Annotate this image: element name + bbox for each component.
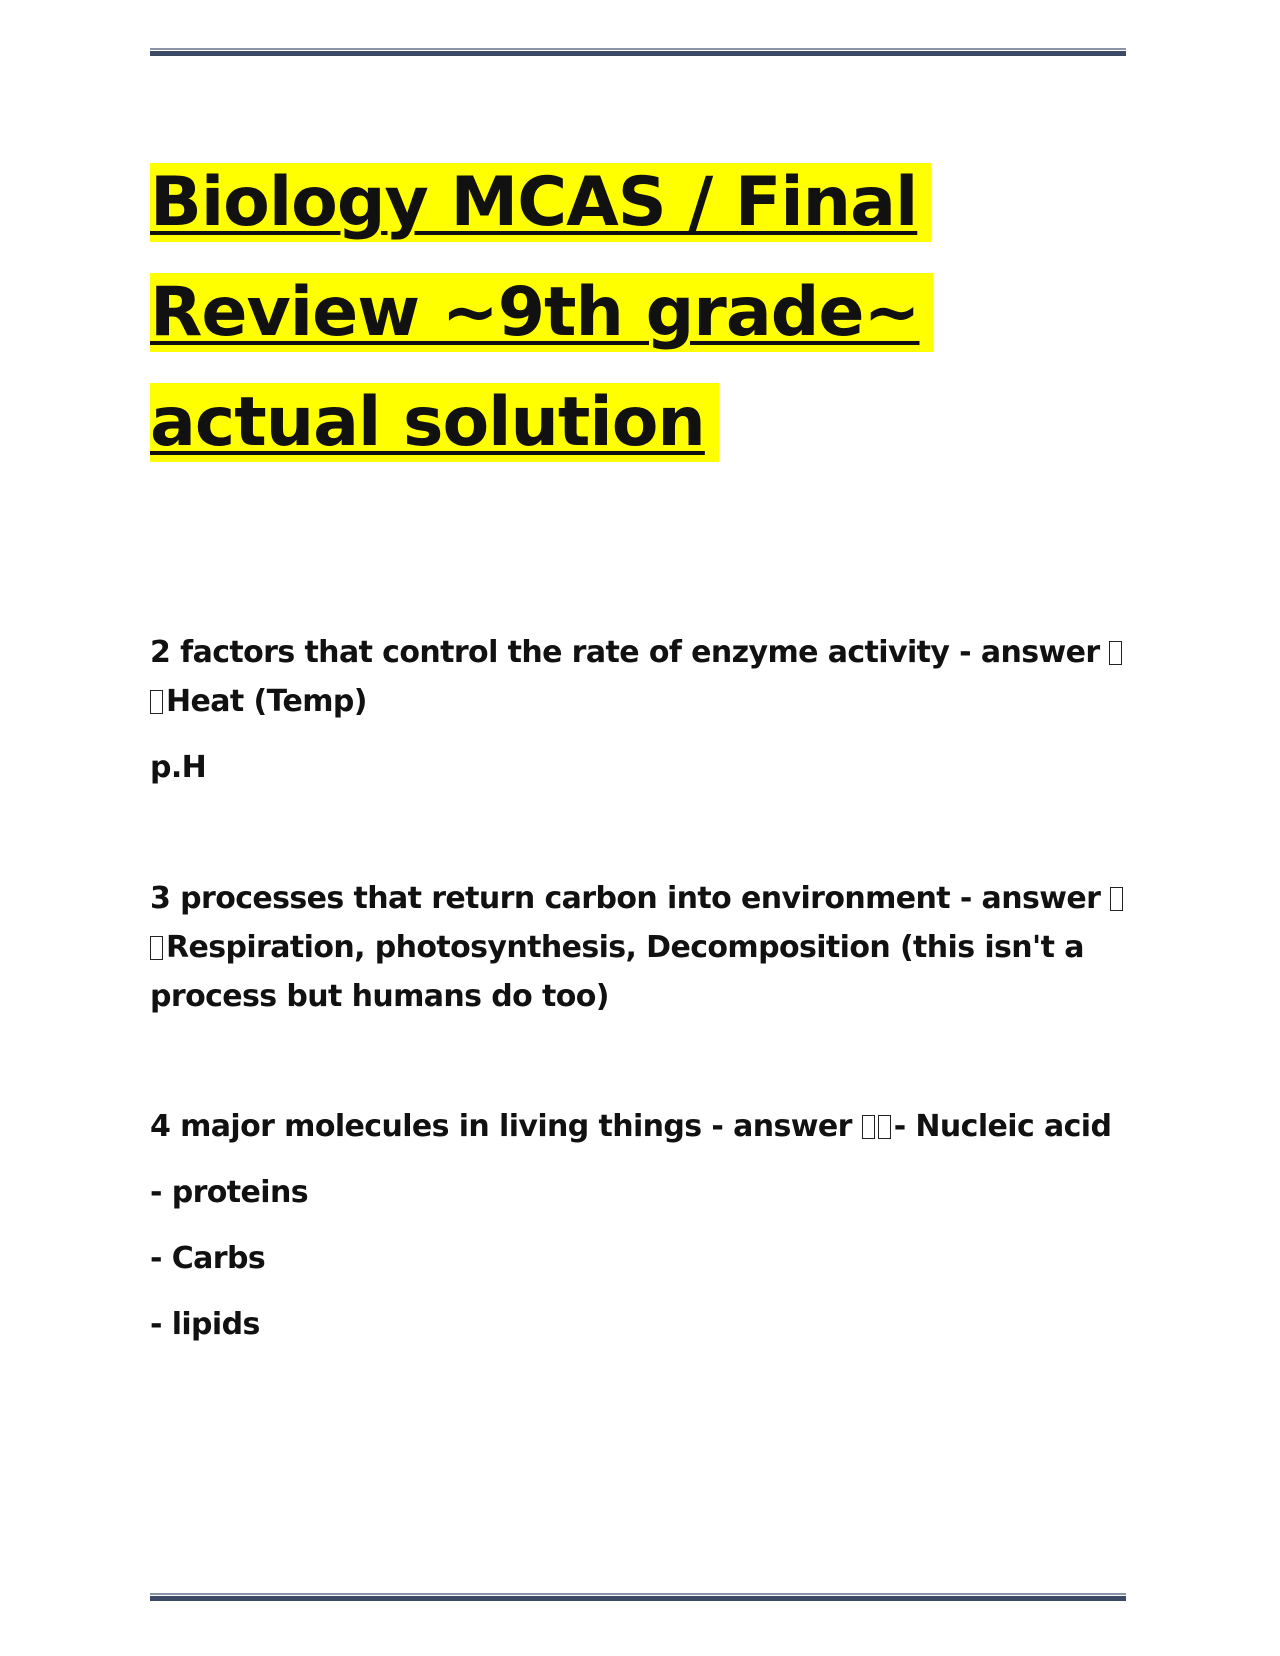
question-block [150, 1102, 1140, 1349]
answer-line: - lipids [150, 1307, 260, 1342]
question-answer-text [150, 628, 1140, 726]
question-text: 4 major molecules in living things - answer [150, 1109, 852, 1144]
answer-line: - Carbs [150, 1241, 266, 1276]
answer-text: Heat (Temp) [166, 684, 367, 719]
missing-glyph-icon [1110, 887, 1123, 911]
bottom-rule [150, 1593, 1126, 1601]
missing-glyph-icon [150, 936, 163, 960]
answer-text: - Nucleic acid [893, 1109, 1112, 1144]
question-answer-text [150, 874, 1140, 1021]
question-text: 2 factors that control the rate of enzyme activity - answer [150, 635, 1100, 670]
question-block [150, 874, 1140, 1021]
question-text: 3 processes that return carbon into environment - answer [150, 881, 1101, 916]
title-line-1: Biology MCAS / Final [150, 163, 931, 242]
missing-glyph-icon [150, 690, 163, 714]
title-line-2: Review ~9th grade~ [150, 273, 933, 352]
document-title [150, 148, 1140, 478]
answer-text: Respiration, photosynthesis, Decomposition (this isn't a process but humans do too) [150, 930, 1084, 1014]
missing-glyph-icon [878, 1115, 891, 1139]
missing-glyph-icon [862, 1115, 875, 1139]
top-rule [150, 48, 1126, 56]
missing-glyph-icon [1109, 641, 1122, 665]
title-line-3: actual solution [150, 383, 719, 462]
question-answer-text [150, 1102, 1140, 1151]
answer-line: p.H [150, 750, 207, 785]
answer-line: - proteins [150, 1175, 308, 1210]
question-block [150, 628, 1140, 792]
